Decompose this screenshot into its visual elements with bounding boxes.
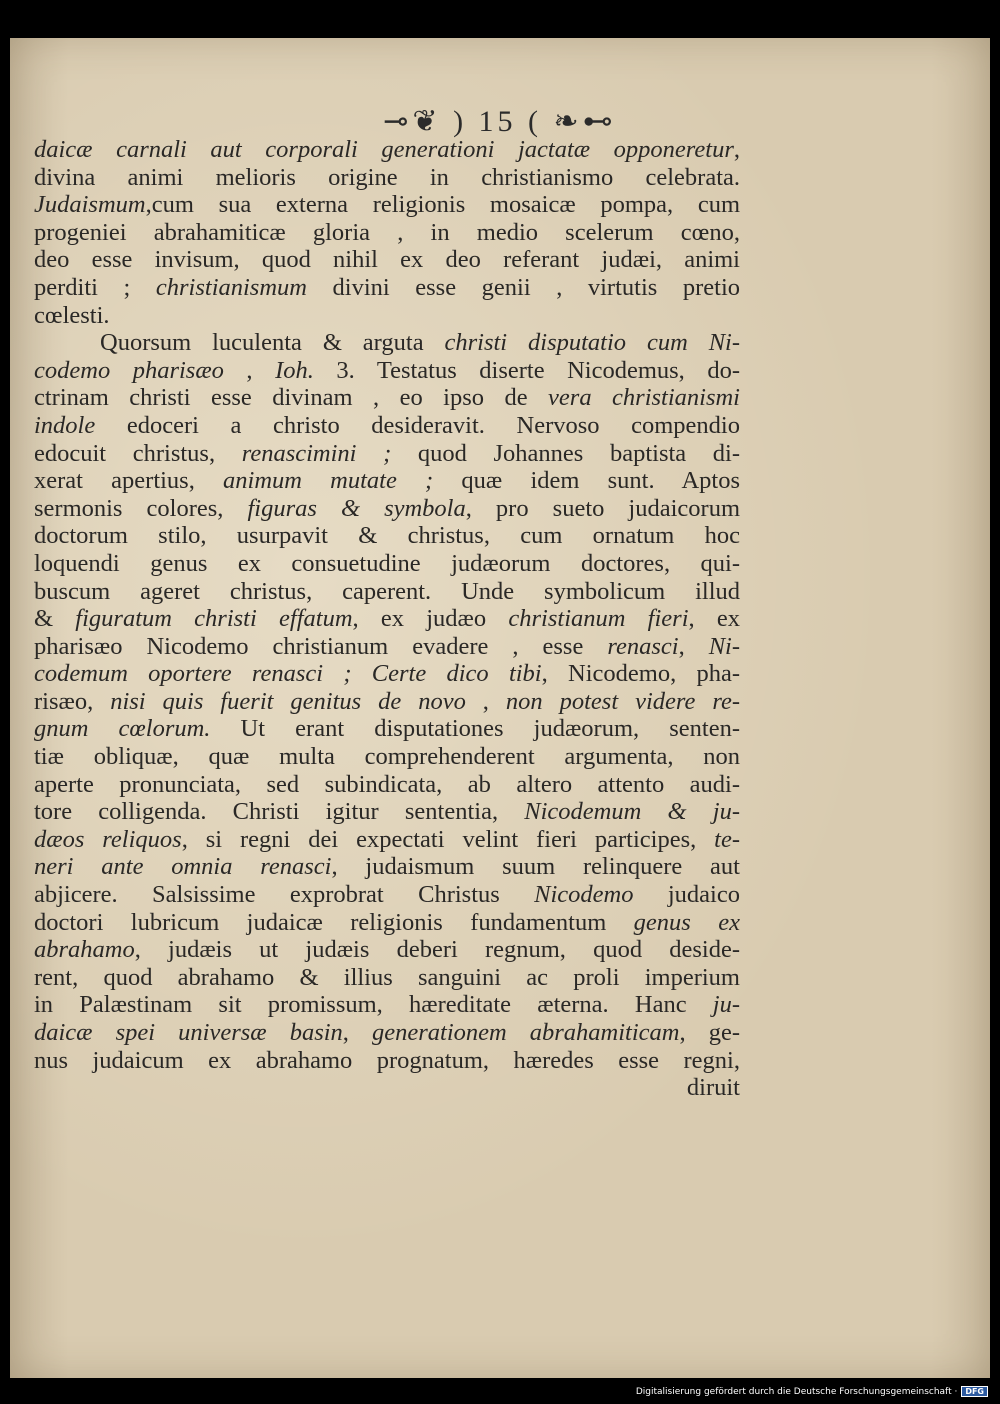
text-line: Quorsum luculenta & arguta christi disputatio cum Ni-	[100, 329, 741, 357]
text-line: cœlesti.	[34, 301, 110, 329]
text-line: divina animi melioris origine in christianismo celebrata.	[34, 163, 740, 191]
text-line: Judaismum,cum sua externa religionis mosaicæ pompa, cum	[34, 191, 740, 219]
text-line: abrahamo, judæis ut judæis deberi regnum, quod deside-	[34, 936, 740, 964]
text-line: nus judaicum ex abrahamo prognatum, hæredes esse regni,	[34, 1046, 740, 1074]
text-line: ctrinam christi esse divinam , eo ipso de vera christianismi	[34, 384, 740, 412]
body-text	[34, 136, 740, 1102]
text-line: daicæ spei universæ basin, generationem abrahamiticam, ge-	[34, 1019, 740, 1046]
text-line: codemo pharisæo , Ioh. 3. Testatus diserte Nicodemus, do-	[34, 356, 740, 384]
text-line: risæo, nisi quis fuerit genitus de novo , non potest videre re-	[34, 687, 741, 715]
scanned-page	[10, 38, 990, 1378]
text-line: xerat apertius, animum mutate ; quæ idem sunt. Aptos	[34, 467, 740, 495]
text-line: loquendi genus ex consuetudine judæorum doctores, qui-	[34, 549, 740, 577]
text-line: tore colligenda. Christi igitur sententia, Nicodemum & ju-	[34, 798, 740, 826]
text-line: rent, quod abrahamo & illius sanguini ac proli imperium	[34, 963, 740, 991]
text-line: deo esse invisum, quod nihil ex deo referant judæi, animi	[34, 246, 740, 274]
footer-credit	[636, 1386, 988, 1397]
text-line: aperte pronunciata, sed subindicata, ab altero attento audi-	[34, 770, 740, 798]
text-line: perditi ; christianismum divini esse genii , virtutis pretio	[34, 273, 741, 301]
text-line: buscum ageret christus, caperent. Unde symbolicum illud	[34, 577, 740, 605]
text-line: codemum oportere renasci ; Certe dico tibi, Nicodemo, pha-	[34, 660, 740, 688]
text-line: sermonis colores, figuras & symbola, pro sueto judaicorum	[34, 494, 741, 522]
text-line: indole edoceri a christo desideravit. Nervoso compendio	[34, 411, 740, 439]
footer-credit-text: Digitalisierung gefördert durch die Deutsche Forschungsgemeinschaft ·	[635, 1386, 958, 1397]
text-line: & figuratum christi effatum, ex judæo christianum fieri, ex	[34, 605, 741, 633]
page-number-header: ⊸❦ ) 15 ( ❧⊷	[383, 105, 617, 138]
text-line: doctorum stilo, usurpavit & christus, cum ornatum hoc	[34, 522, 740, 550]
text-line: progeniei abrahamiticæ gloria , in medio scelerum cœno,	[34, 218, 740, 246]
text-line: dæos reliquos, si regni dei expectati velint fieri participes, te-	[34, 825, 740, 853]
text-line: daicæ carnali aut corporali generationi jactatæ opponeretur,	[34, 136, 740, 163]
text-line: in Palæstinam sit promissum, hæreditate æterna. Hanc ju-	[34, 991, 740, 1019]
text-line: abjicere. Salsissime exprobrat Christus Nicodemo judaico	[34, 881, 740, 909]
text-line: neri ante omnia renasci, judaismum suum relinquere aut	[34, 853, 740, 881]
text-line: pharisæo Nicodemo christianum evadere , esse renasci, Ni-	[34, 632, 741, 660]
dfg-logo-icon: DFG	[961, 1386, 988, 1397]
text-line: diruit	[686, 1074, 740, 1102]
text-line: gnum cœlorum. Ut erant disputationes judæorum, senten-	[34, 715, 740, 743]
text-line: doctori lubricum judaicæ religionis fundamentum genus ex	[34, 908, 740, 936]
text-line: edocuit christus, renascimini ; quod Johannes baptista di-	[34, 439, 740, 467]
text-line: tiæ obliquæ, quæ multa comprehenderent argumenta, non	[34, 743, 740, 771]
